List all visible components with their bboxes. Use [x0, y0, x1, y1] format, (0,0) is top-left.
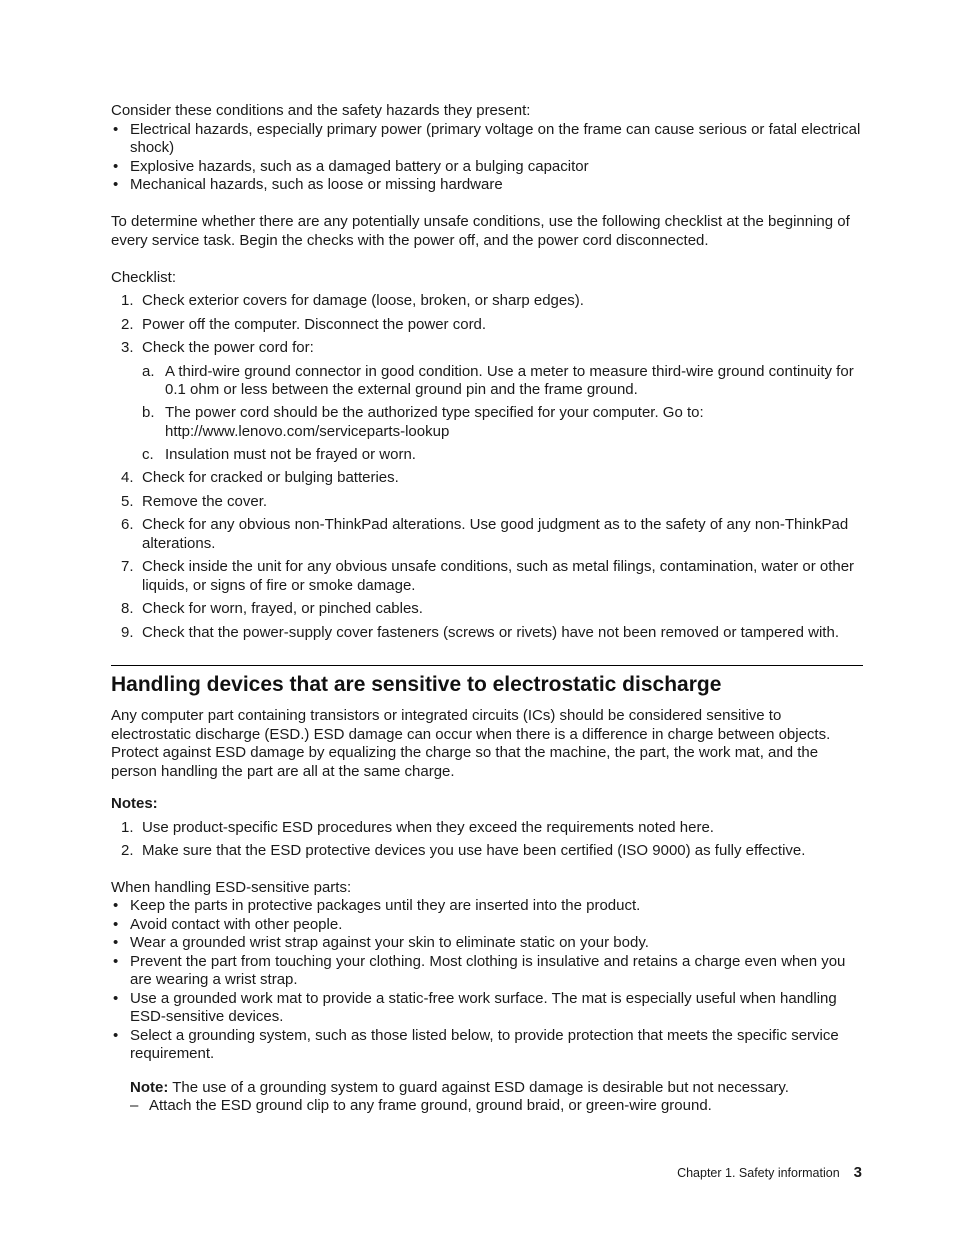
list-item: [111, 819, 863, 838]
list-item: • Select a grounding system, such as those listed below, to provide protection that meets the specific service requirement.: [111, 1027, 863, 1064]
item-text: Check inside the unit for any obvious unsafe conditions, such as metal filings, contamination, water or other liquids, or signs of fire or smoke damage.: [142, 558, 855, 594]
item-text: Check exterior covers for damage (loose, broken, or sharp edges).: [142, 292, 584, 309]
list-item: [111, 469, 863, 488]
item-number: 3.: [121, 339, 134, 356]
item-text: Check for worn, frayed, or pinched cables.: [142, 600, 423, 617]
list-item: • Explosive hazards, such as a damaged battery or a bulging capacitor: [111, 158, 863, 177]
chapter-label: Chapter 1. Safety information: [677, 1166, 840, 1180]
list-item: [142, 363, 863, 400]
list-item: • Electrical hazards, especially primary power (primary voltage on the frame can cause serious or fatal electrical shock): [111, 121, 863, 158]
item-text: Make sure that the ESD protective devices you use have been certified (ISO 9000) as fully effective.: [142, 842, 806, 859]
page-footer: [677, 1164, 862, 1183]
item-text: Check for cracked or bulging batteries.: [142, 469, 399, 486]
dash-mark: –: [130, 1097, 139, 1114]
list-item: • Keep the parts in protective packages until they are inserted into the product.: [111, 897, 863, 916]
note-label: Note:: [130, 1078, 169, 1096]
list-item: • Wear a grounded wrist strap against your skin to eliminate static on your body.: [111, 934, 863, 953]
list-item: • Use a grounded work mat to provide a static-free work surface. The mat is especially useful when handling ESD-sensitive devices.: [111, 990, 863, 1027]
conditions-intro: Consider these conditions and the safety hazards they present:: [111, 102, 531, 119]
checklist-label: Checklist:: [111, 268, 177, 286]
section-heading: Handling devices that are sensitive to electrostatic discharge: [111, 673, 722, 696]
handling-intro: When handling ESD-sensitive parts:: [111, 878, 352, 896]
item-text: Power off the computer. Disconnect the power cord.: [142, 315, 487, 333]
page-number: 3: [853, 1164, 862, 1181]
item-text: Insulation must not be frayed or worn.: [165, 445, 416, 463]
document-page: [111, 102, 863, 1116]
item-number: 8.: [121, 600, 134, 617]
item-number: 6.: [121, 516, 134, 533]
item-text: Check for any obvious non-ThinkPad alterations. Use good judgment as to the safety of any non-ThinkPad alterations.: [142, 516, 849, 552]
notes-list: [111, 819, 863, 861]
list-item: • Avoid contact with other people.: [111, 916, 863, 935]
grounding-note: [111, 1079, 863, 1098]
item-text: Remove the cover.: [142, 492, 268, 510]
item-number: 7.: [121, 558, 134, 575]
item-letter: c.: [142, 445, 154, 463]
checklist: [111, 292, 863, 642]
list-item: [111, 339, 863, 464]
dash-list-item: [111, 1097, 863, 1116]
item-text: A third-wire ground connector in good condition. Use a meter to measure third-wire ground continuity for 0.1 ohm or less between the external ground pin and the frame ground.: [165, 362, 854, 398]
section-divider: [111, 665, 863, 666]
conditions-list: [111, 121, 863, 195]
list-item: [111, 516, 863, 553]
item-text: Use product-specific ESD procedures when they exceed the requirements noted here.: [142, 818, 714, 836]
item-text: The power cord should be the authorized type specified for your computer. Go to: http://www.lenovo.com/serviceparts-lookup: [165, 404, 704, 440]
esd-intro-paragraph: Any computer part containing transistors or integrated circuits (ICs) should be considered sensitive to electrostatic discharge (ESD.) ESD damage can occur when there is a difference in charge between objects. Protect against ESD damage by equalizing the charge so that the machine, the part, the work mat, and the person handling the part are all at the same charge.: [111, 707, 831, 780]
list-item: [142, 446, 863, 465]
list-item: • Mechanical hazards, such as loose or missing hardware: [111, 176, 863, 195]
list-item: [111, 558, 863, 595]
item-number: 1.: [121, 818, 134, 836]
item-text: Check that the power-supply cover fasteners (screws or rivets) have not been removed or tampered with.: [142, 623, 839, 641]
list-item: [111, 624, 863, 643]
item-number: 2.: [121, 842, 134, 859]
list-item: [111, 316, 863, 335]
item-letter: b.: [142, 404, 155, 421]
list-item: [111, 600, 863, 619]
list-item: [142, 404, 863, 441]
item-text: Check the power cord for:: [142, 339, 314, 356]
handling-list: [111, 897, 863, 1064]
item-number: 4.: [121, 469, 134, 486]
list-item: [111, 493, 863, 512]
list-item: [111, 842, 863, 861]
item-number: 5.: [121, 492, 134, 510]
notes-label: Notes:: [111, 795, 158, 812]
note-text: The use of a grounding system to guard against ESD damage is desirable but not necessary.: [168, 1078, 789, 1096]
item-text: Attach the ESD ground clip to any frame ground, ground braid, or green-wire ground.: [149, 1097, 712, 1114]
determine-paragraph: To determine whether there are any potentially unsafe conditions, use the following checklist at the beginning of every service task. Begin the checks with the power off, and the power cord disconnected.: [111, 213, 850, 249]
item-letter: a.: [142, 362, 155, 380]
list-item: [111, 292, 863, 311]
item-number: 9.: [121, 623, 134, 641]
item-number: 2.: [121, 315, 134, 333]
list-item: • Prevent the part from touching your clothing. Most clothing is insulative and retains a charge even when you are wearing a wrist strap.: [111, 953, 863, 990]
power-cord-sublist: [142, 363, 863, 465]
item-number: 1.: [121, 292, 134, 309]
